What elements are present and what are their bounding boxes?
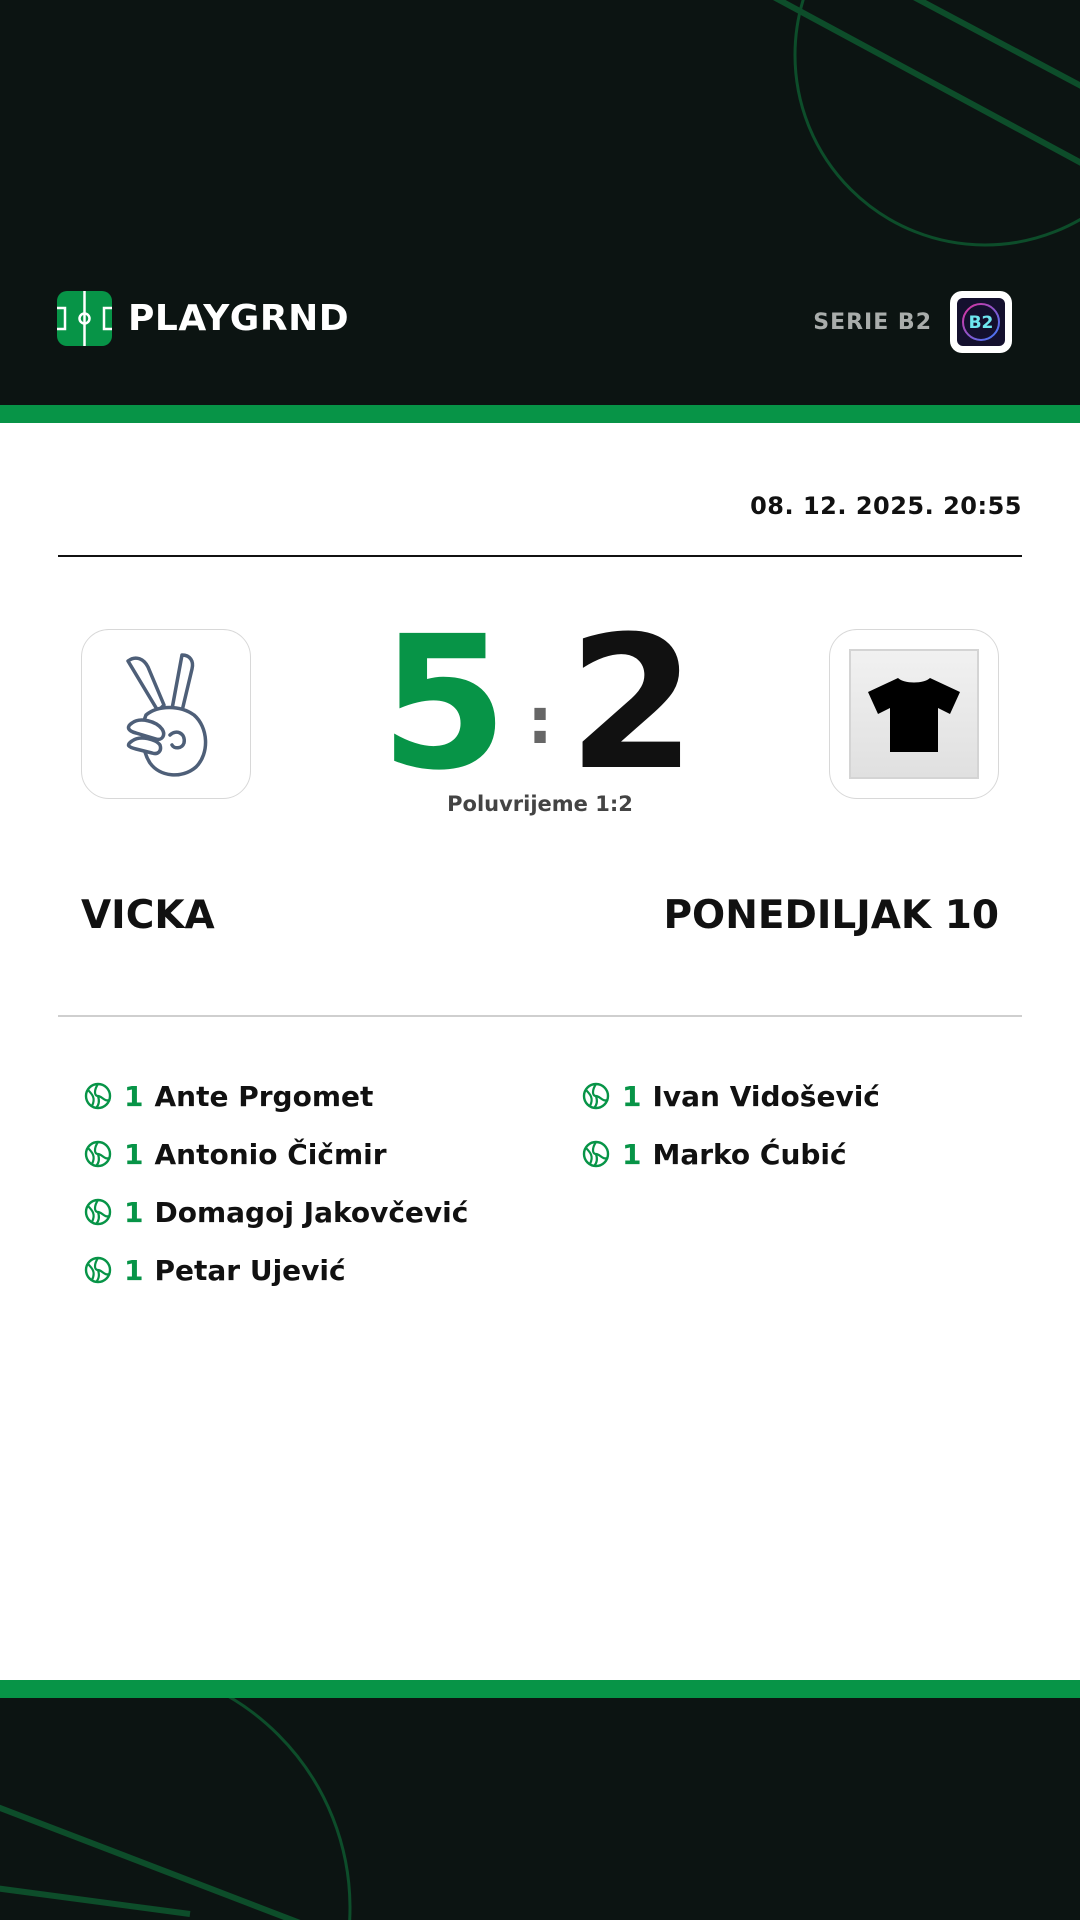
goal-count: 1 (622, 1079, 642, 1113)
player-name: Marko Ćubić (652, 1137, 847, 1171)
goal-count: 1 (124, 1079, 144, 1113)
brand[interactable] (57, 291, 349, 346)
score-separator: : (527, 685, 553, 759)
ball-icon (84, 1140, 112, 1168)
scorer-item[interactable] (582, 1125, 1062, 1183)
brand-name: PLAYGRND (128, 298, 350, 339)
home-team-name[interactable]: VICKA (81, 893, 215, 938)
player-name: Ivan Vidošević (652, 1079, 880, 1113)
away-scorers-list (582, 1067, 1062, 1183)
decor-pitch-lines (0, 1698, 1080, 1920)
away-team-name[interactable]: PONEDILJAK 10 (663, 893, 999, 938)
ball-icon (84, 1256, 112, 1284)
scorer-item[interactable] (84, 1183, 564, 1241)
ball-icon (84, 1082, 112, 1110)
player-name: Petar Ujević (154, 1253, 346, 1287)
accent-bar-top (0, 405, 1080, 423)
player-name: Domagoj Jakovčević (154, 1195, 469, 1229)
player-name: Antonio Čičmir (154, 1137, 387, 1171)
accent-bar-bottom (0, 1680, 1080, 1698)
league-badge-icon (950, 291, 1012, 353)
league[interactable] (813, 291, 1012, 353)
goal-count: 1 (124, 1137, 144, 1171)
match-date: 08. 12. 2025. 20:55 (750, 492, 1022, 520)
home-score: 5 (379, 597, 508, 811)
scorer-item[interactable] (84, 1125, 564, 1183)
scorer-item[interactable] (84, 1067, 564, 1125)
goal-count: 1 (622, 1137, 642, 1171)
footer-banner (0, 1698, 1080, 1920)
goal-count: 1 (124, 1253, 144, 1287)
divider (58, 555, 1022, 557)
away-score: 2 (568, 597, 697, 811)
ball-icon (582, 1140, 610, 1168)
halftime-score: Poluvrijeme 1:2 (447, 792, 633, 816)
home-scorers-list (84, 1067, 564, 1299)
header-banner (0, 0, 1080, 405)
league-name: SERIE B2 (813, 309, 932, 335)
divider (58, 1015, 1022, 1017)
ball-icon (582, 1082, 610, 1110)
scorer-item[interactable] (84, 1241, 564, 1299)
player-name: Ante Prgomet (154, 1079, 374, 1113)
scorer-item[interactable] (582, 1067, 1062, 1125)
goal-count: 1 (124, 1195, 144, 1229)
pitch-icon (57, 291, 112, 346)
league-badge-text: B2 (968, 313, 994, 333)
ball-icon (84, 1198, 112, 1226)
